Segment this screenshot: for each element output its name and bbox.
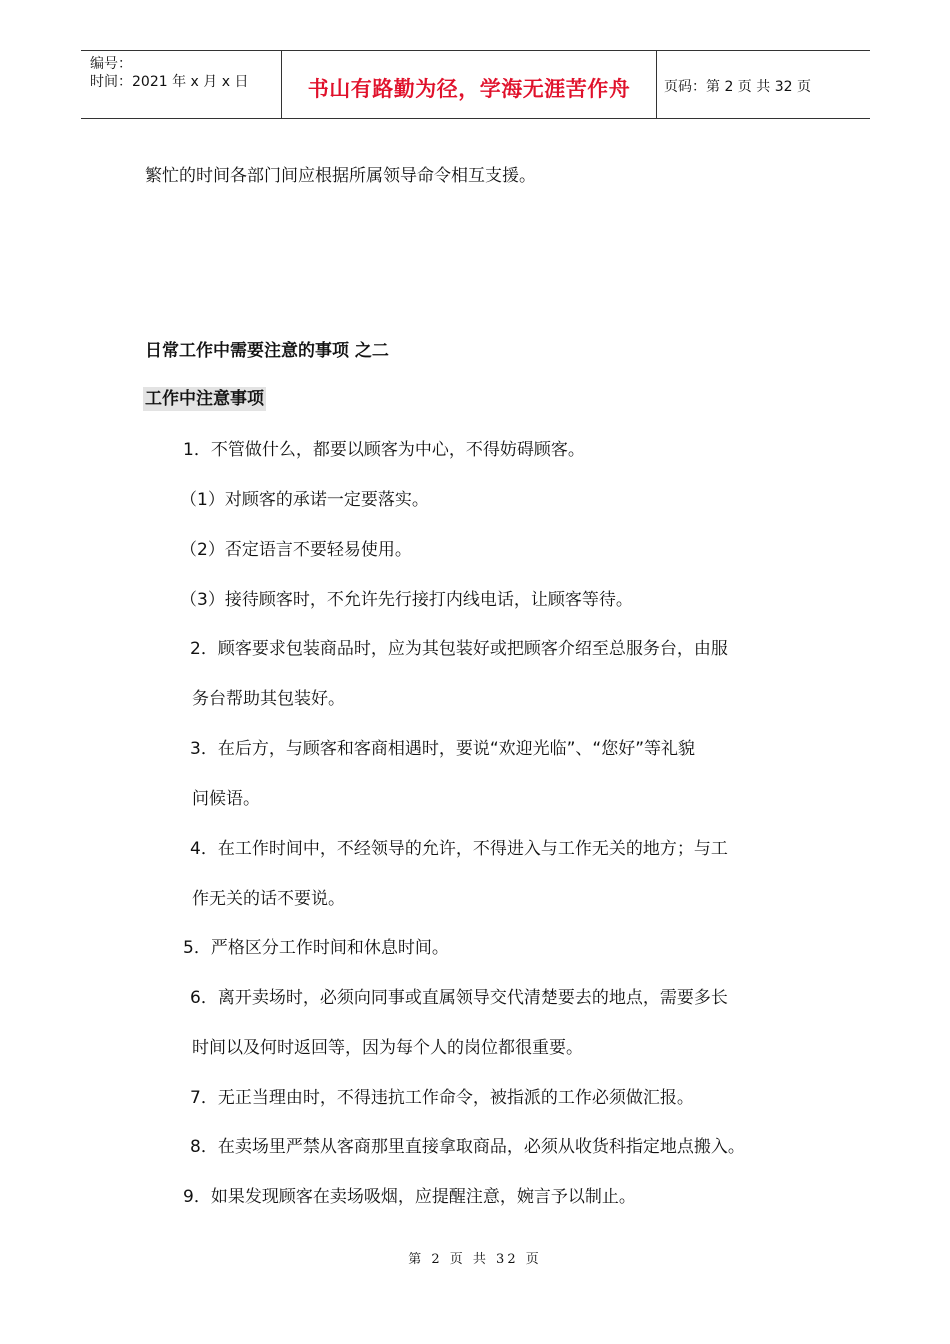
page-footer: 第 2 页 共 32 页 bbox=[408, 1252, 542, 1267]
header-motto-cell bbox=[281, 51, 657, 118]
body-line: 7．无正当理由时，不得违抗工作命令，被指派的工作必须做汇报。 bbox=[190, 1088, 694, 1108]
body-line: 9．如果发现顾客在卖场吸烟，应提醒注意，婉言予以制止。 bbox=[183, 1187, 636, 1207]
body-line: 5．严格区分工作时间和休息时间。 bbox=[183, 938, 449, 958]
body-line: 务台帮助其包装好。 bbox=[192, 689, 345, 709]
body-line: （3）接待顾客时，不允许先行接打内线电话，让顾客等待。 bbox=[180, 590, 633, 610]
document-date: 时间：2021 年 x 月 x 日 bbox=[90, 74, 249, 90]
body-line: 3．在后方，与顾客和客商相遇时，要说“欢迎光临”、“您好”等礼貌 bbox=[190, 739, 696, 759]
body-line: （1）对顾客的承诺一定要落实。 bbox=[180, 490, 429, 510]
body-line: 1．不管做什么，都要以顾客为中心，不得妨碍顾客。 bbox=[183, 440, 585, 460]
body-line: 6．离开卖场时，必须向同事或直属领导交代清楚要去的地点，需要多长 bbox=[190, 988, 728, 1008]
section-title: 日常工作中需要注意的事项 之二 bbox=[145, 341, 389, 361]
header-info-cell bbox=[81, 51, 281, 118]
body-line: 时间以及何时返回等，因为每个人的岗位都很重要。 bbox=[192, 1038, 583, 1058]
page-header bbox=[81, 50, 870, 119]
body-line: （2）否定语言不要轻易使用。 bbox=[180, 540, 412, 560]
body-line: 8．在卖场里严禁从客商那里直接拿取商品，必须从收货科指定地点搬入。 bbox=[190, 1137, 745, 1157]
intro-paragraph: 繁忙的时间各部门间应根据所属领导命令相互支援。 bbox=[145, 166, 536, 186]
document-number-label: 编号： bbox=[90, 56, 132, 72]
section-subtitle bbox=[143, 388, 266, 410]
body-line: 4．在工作时间中，不经领导的允许，不得进入与工作无关的地方；与工 bbox=[190, 839, 728, 859]
header-page-cell bbox=[656, 51, 870, 118]
header-motto: 书山有路勤为径，学海无涯苦作舟 bbox=[307, 77, 631, 101]
subtitle-highlight: 工作中注意事项 bbox=[145, 389, 264, 409]
header-page-info: 页码：第 2 页 共 32 页 bbox=[664, 79, 811, 95]
body-line: 问候语。 bbox=[192, 789, 260, 809]
body-line: 作无关的话不要说。 bbox=[192, 889, 345, 909]
body-line: 2．顾客要求包装商品时，应为其包装好或把顾客介绍至总服务台，由服 bbox=[190, 639, 728, 659]
